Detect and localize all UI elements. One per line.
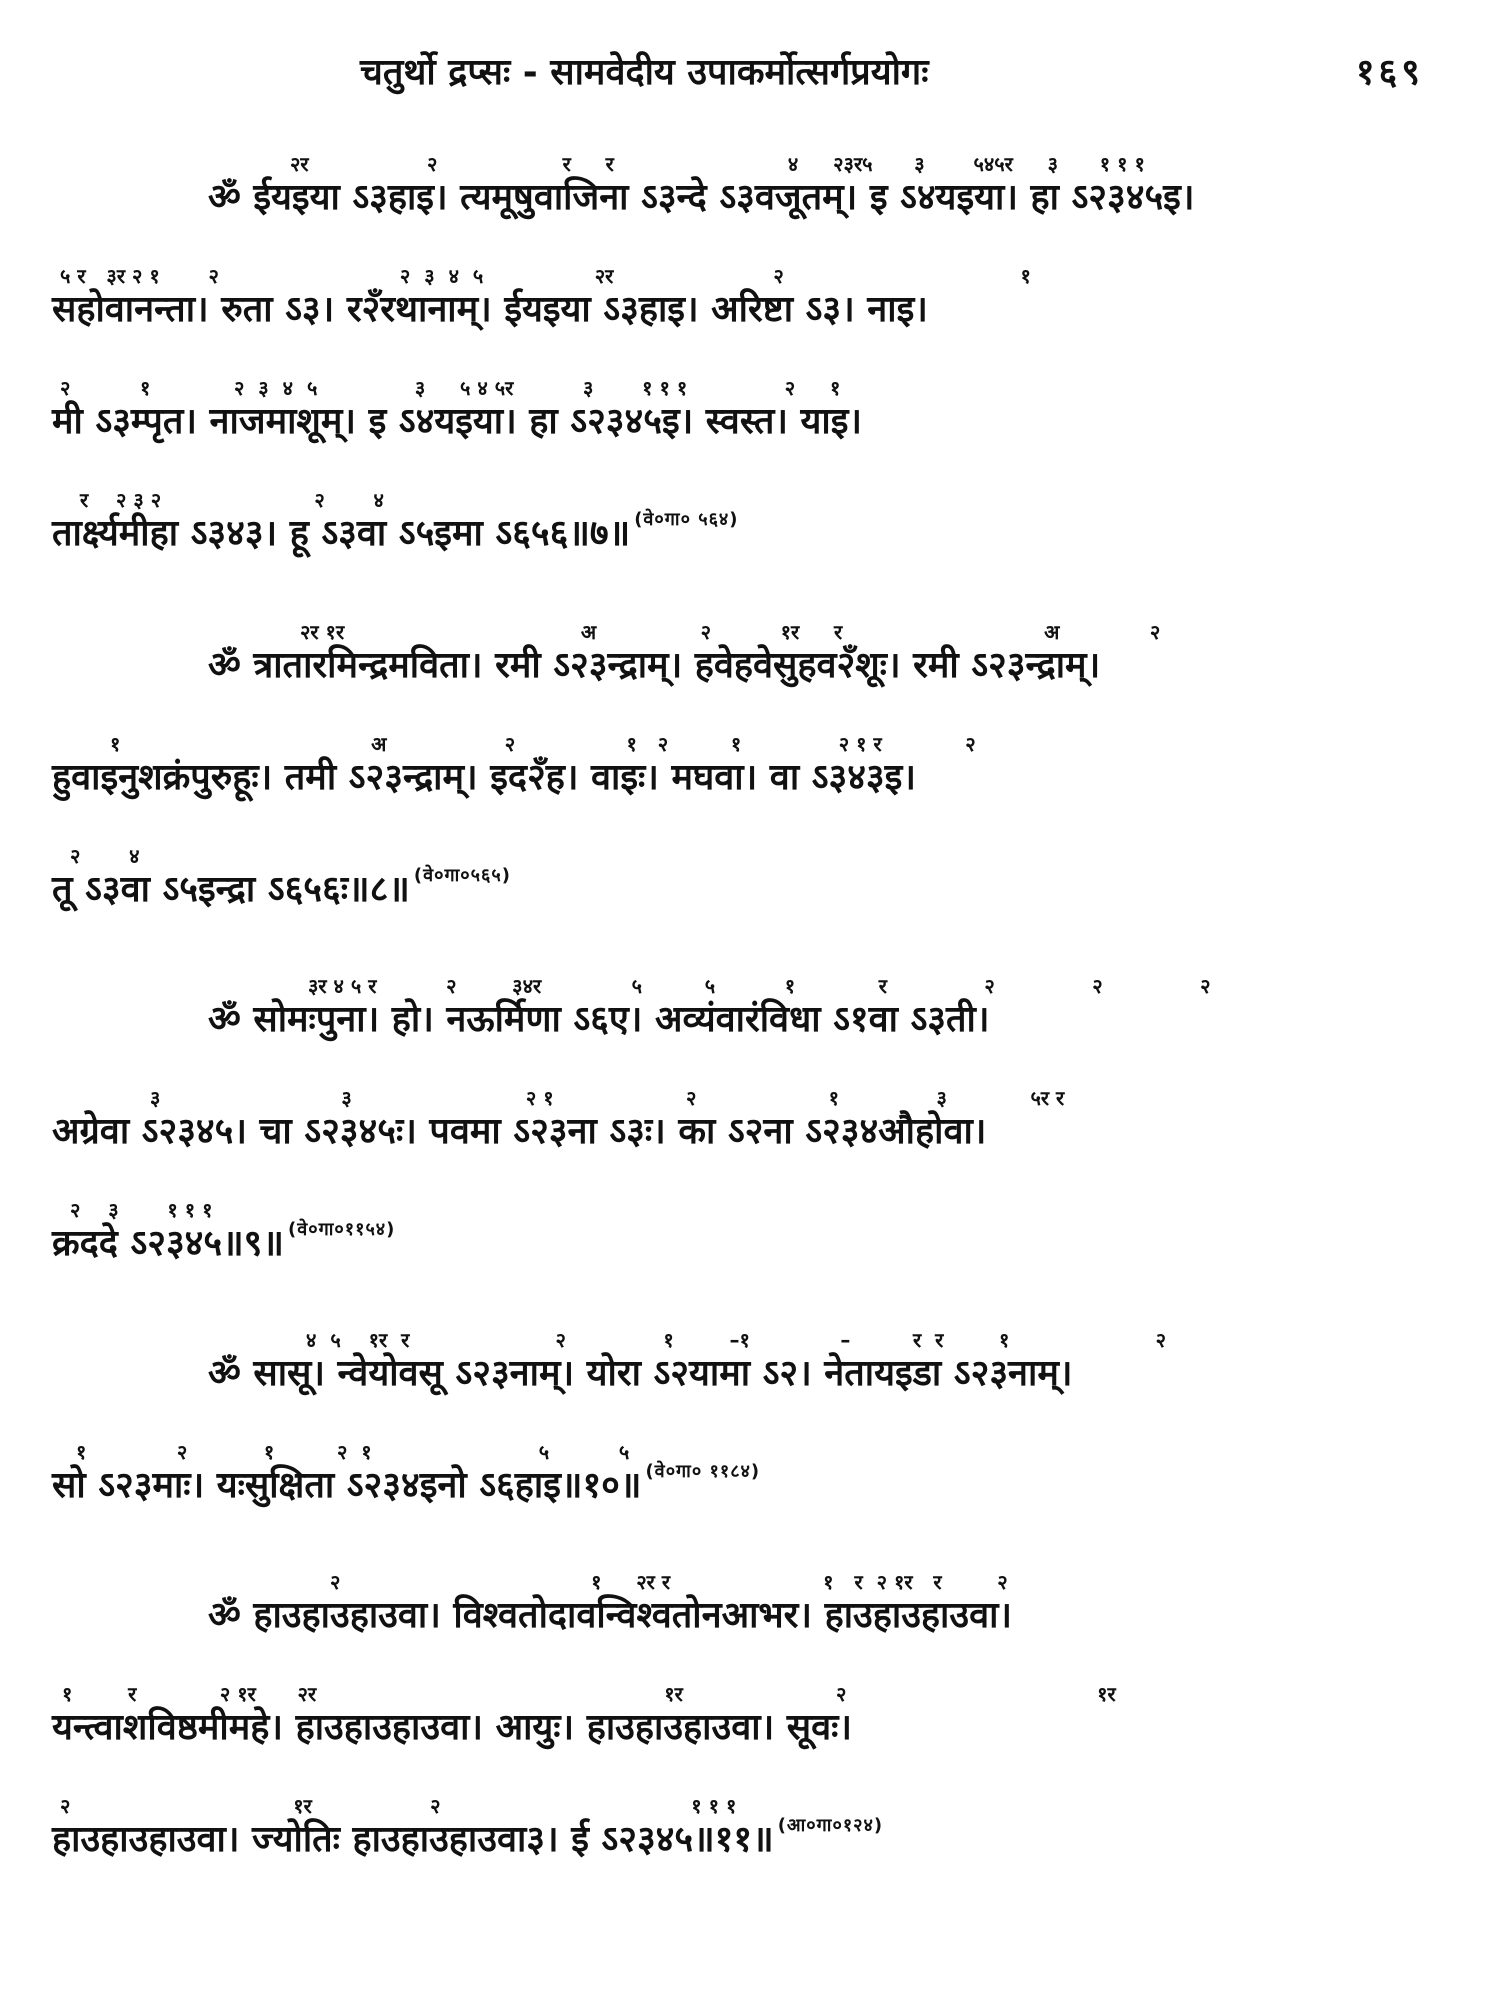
chant-text <box>52 509 739 555</box>
accent-marks: २र १र अ २ १र र अ २ <box>300 620 1161 644</box>
source-reference: (वे०गा० ११८४) <box>645 1461 761 1482</box>
accent-marks: २ ३ १ १ १ <box>70 1198 213 1222</box>
chant-line <box>0 618 1500 730</box>
accent-marks: १ अ २ १ २ १ २ १ र २ <box>110 732 976 756</box>
chant-text: ॐ सोमःपुना। हो। नऊर्मिणा ऽ६ए। अव्यंवारंविधा ऽ१वा ऽ३ती। <box>208 999 990 1040</box>
chant-line <box>0 1568 1500 1680</box>
chant-line <box>0 374 1500 486</box>
chant-text: अग्रेवा ऽ२३४५। चा ऽ२३४५ः। पवमा ऽ२३ना ऽ३ः। का ऽ२ना ऽ२३४औहोवा। <box>52 1111 987 1152</box>
running-head <box>0 38 1500 108</box>
accent-marks: ५ र ३र २ १ २ २ ३ ४ ५ २र २ १ <box>60 264 1031 288</box>
chant-text: ॐ हाउहाउहाउवा। विश्वतोदावन्विश्वतोनआभर। हाउहाउहाउवा। <box>208 1595 1013 1636</box>
chant-text <box>52 865 511 911</box>
accent-marks: १ र २ १र २र १र २ १र <box>62 1682 1116 1706</box>
chant-text <box>52 1219 396 1265</box>
chant-text-body: तू ऽ३वा ऽ५इन्द्रा ऽ६५६ः॥८॥ <box>52 869 410 910</box>
chant-line <box>0 150 1500 262</box>
accent-marks: ३र ४ ५ र २ ३४र ५ ५ १ र २ २ २ <box>308 974 1211 998</box>
source-reference: (आ०गा०१२४) <box>777 1815 884 1836</box>
accent-marks: र २ ३ २ २ ४ <box>80 488 384 512</box>
source-reference: (वे०गा०११५४) <box>287 1219 396 1240</box>
chant-text: ॐ सासू। न्वेयोवसू ऽ२३नाम्। योरा ऽ२यामा ऽ२। नेतायइडा ऽ२३नाम्। <box>208 1353 1073 1394</box>
accent-marks: २ १ २र र १ र २ १र र २ <box>330 1570 1008 1594</box>
chant-text: सहोवानन्ता। रुता ऽ३। र२ँरथानाम्। ईयइया ऽ३हाइ। अरिष्टा ऽ३। नाइ। <box>52 289 928 330</box>
chant-line <box>0 1792 1500 1904</box>
chant-text-body: क्रददे ऽ२३४५॥९॥ <box>52 1223 284 1264</box>
chant-text <box>52 1815 884 1861</box>
chant-text: यन्त्वाशविष्ठमीमहे। हाउहाउहाउवा। आयुः। हाउहाउहाउवा। सूवः। <box>52 1707 853 1748</box>
accent-marks: ४ ५ १र र २ १ –१ – र र १ २ <box>306 1328 1167 1352</box>
source-reference: (वे०गा०५६५) <box>413 865 511 886</box>
accent-marks: २ १र २ १ १ १ <box>60 1794 737 1818</box>
chant-line <box>0 1326 1500 1438</box>
chant-text: मी ऽ३म्पृत। नाजमाशूम्। इ ऽ४यइया। हा ऽ२३४५इ। स्वस्त। याइ। <box>52 401 863 442</box>
chant-text-body: तार्क्ष्यमीहा ऽ३४३। हू ऽ३वा ऽ५इमा ऽ६५६॥७॥ <box>52 513 631 554</box>
chant-line <box>0 1438 1500 1550</box>
accent-marks: २ १ २ ३ ४ ५ ३ ५ ४ ५र ३ १ १ १ २ १ <box>60 376 841 400</box>
chant-text: ॐ त्रातारमिन्द्रमविता। रमी ऽ२३न्द्राम्। हवेहवेसुहव२ँशूः। रमी ऽ२३न्द्राम्। <box>208 645 1101 686</box>
chant-line <box>0 842 1500 954</box>
chant-text: हुवाइनुशक्रंपुरुहूः। तमी ऽ२३न्द्राम्। इद२ँह। वाइः। मघवा। वा ऽ३४३इ। <box>52 757 916 798</box>
chant-line <box>0 730 1500 842</box>
chant-line <box>0 1680 1500 1792</box>
chant-line <box>0 486 1500 598</box>
accent-marks: २ ४ <box>70 844 140 868</box>
source-reference: (वे०गा० ५६४) <box>634 509 739 530</box>
chant-text-body: हाउहाउहाउवा। ज्योतिः हाउहाउहाउवा३। ई ऽ२३४५॥११॥ <box>52 1819 774 1860</box>
chant-line <box>0 262 1500 374</box>
accent-marks: १ २ १ २ १ ५ ५ <box>76 1440 630 1464</box>
page-number: १६९ <box>1355 52 1424 93</box>
chant-line <box>0 1084 1500 1196</box>
chant-line <box>0 972 1500 1084</box>
accent-marks: ३ ३ २ १ २ १ ३ ५र र <box>150 1086 1065 1110</box>
chant-line <box>0 1196 1500 1308</box>
running-title: चतुर्थो द्रप्सः - सामवेदीय उपाकर्मोत्सर्गप्रयोगः <box>360 52 929 93</box>
chant-text: ॐ ईयइया ऽ३हाइ। त्यमूषुवाजिना ऽ३न्दे ऽ३वजूतम्। इ ऽ४यइया। हा ऽ२३४५इ। <box>208 177 1195 218</box>
chant-text-body: सो ऽ२३माः। यःसुक्षिता ऽ२३४इनो ऽ६हाइ॥१०॥ <box>52 1465 642 1506</box>
chant-text <box>52 1461 761 1507</box>
accent-marks: २र २ र र ४ २३र५ ३ ५४५र ३ १ १ १ <box>290 152 1145 176</box>
